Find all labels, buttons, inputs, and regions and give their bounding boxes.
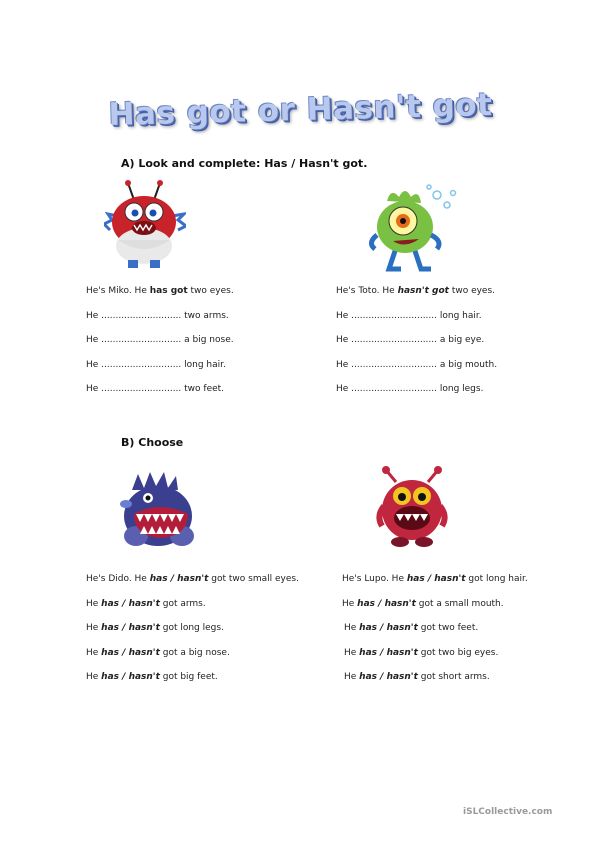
list-item [344,648,498,658]
sentence-start: He [344,648,360,658]
sentence-end: got big feet. [159,672,218,682]
sentence-start: He [342,599,358,609]
list-item [86,311,229,321]
sentence-start: He [86,599,102,609]
toto-monster-image [367,183,459,275]
list-item [86,599,206,609]
sentence-end: a big eye. [437,335,485,345]
list-item [86,286,234,296]
answer-blank[interactable]: .............................. [351,335,437,345]
sentence-start: He's Miko. He [86,286,150,296]
sentence-start: He [336,311,352,321]
list-item [86,623,224,633]
answer-blank[interactable]: ............................ [101,335,182,345]
sentence-start: He [86,623,102,633]
sentence-end: long hair. [437,311,482,321]
sentence-end: got a small mouth. [415,599,504,609]
sentence-start: He [86,384,102,394]
list-item [342,574,528,584]
list-item [344,672,490,682]
choice-options[interactable]: has / hasn't [359,623,418,633]
sentence-start: He [336,360,352,370]
list-item [336,286,495,296]
list-item [86,335,234,345]
sentence-end: got long legs. [159,623,224,633]
choice-options[interactable]: has / hasn't [101,599,160,609]
answer-blank[interactable]: .............................. [351,384,437,394]
list-item [336,335,484,345]
sentence-end: two eyes. [448,286,496,296]
sentence-start: He [336,335,352,345]
choice-options[interactable]: has / hasn't [101,672,160,682]
sentence-end: two feet. [181,384,225,394]
list-item [336,384,483,394]
sentence-end: a big mouth. [437,360,498,370]
site-watermark: iSLCollective.com [463,807,553,817]
answer-example: hasn't got [397,286,449,296]
sentence-end: got short arms. [417,672,490,682]
sentence-end: got two big eyes. [417,648,499,658]
dido-monster-image [118,470,204,554]
choice-options[interactable]: has / hasn't [359,672,418,682]
sentence-start: He [86,311,102,321]
sentence-end: a big nose. [181,335,234,345]
sentence-end: two arms. [181,311,229,321]
sentence-end: two eyes. [187,286,234,296]
choice-options[interactable]: has / hasn't [359,648,418,658]
sentence-start: He [344,672,360,682]
list-item [344,623,478,633]
sentence-end: long hair. [181,360,226,370]
list-item [342,599,504,609]
choice-options[interactable]: has / hasn't [149,574,209,584]
sentence-start: He [86,648,102,658]
answer-blank[interactable]: .............................. [351,360,437,370]
sentence-start: He's Toto. He [336,286,398,296]
sentence-start: He's Dido. He [86,574,150,584]
sentence-start: He [344,623,360,633]
sentence-end: got two small eyes. [208,574,299,584]
choice-options[interactable]: has / hasn't [357,599,416,609]
answer-blank[interactable]: ............................ [101,311,182,321]
answer-blank[interactable]: ............................ [101,360,182,370]
sentence-end: got a big nose. [159,648,230,658]
section-b-heading: B) Choose [121,436,184,449]
answer-blank[interactable]: ............................ [101,384,182,394]
sentence-start: He's Lupo. He [342,574,407,584]
sentence-end: got long hair. [465,574,528,584]
choice-options[interactable]: has / hasn't [101,648,160,658]
sentence-end: got arms. [159,599,206,609]
sentence-end: got two feet. [417,623,479,633]
sentence-start: He [336,384,352,394]
choice-options[interactable]: has / hasn't [406,574,466,584]
sentence-start: He [86,672,102,682]
worksheet-title: Has got or Hasn't got [108,86,493,134]
list-item [336,311,482,321]
list-item [336,360,497,370]
list-item [86,672,218,682]
section-a-heading: A) Look and complete: Has / Hasn't got. [121,157,368,170]
miko-monster-image [104,180,186,272]
answer-example: has got [149,286,188,296]
sentence-start: He [86,335,102,345]
lupo-monster-image [374,466,450,550]
list-item [86,384,224,394]
list-item [86,648,230,658]
sentence-start: He [86,360,102,370]
answer-blank[interactable]: .............................. [351,311,437,321]
list-item [86,574,299,584]
list-item [86,360,226,370]
sentence-end: long legs. [437,384,484,394]
choice-options[interactable]: has / hasn't [101,623,160,633]
